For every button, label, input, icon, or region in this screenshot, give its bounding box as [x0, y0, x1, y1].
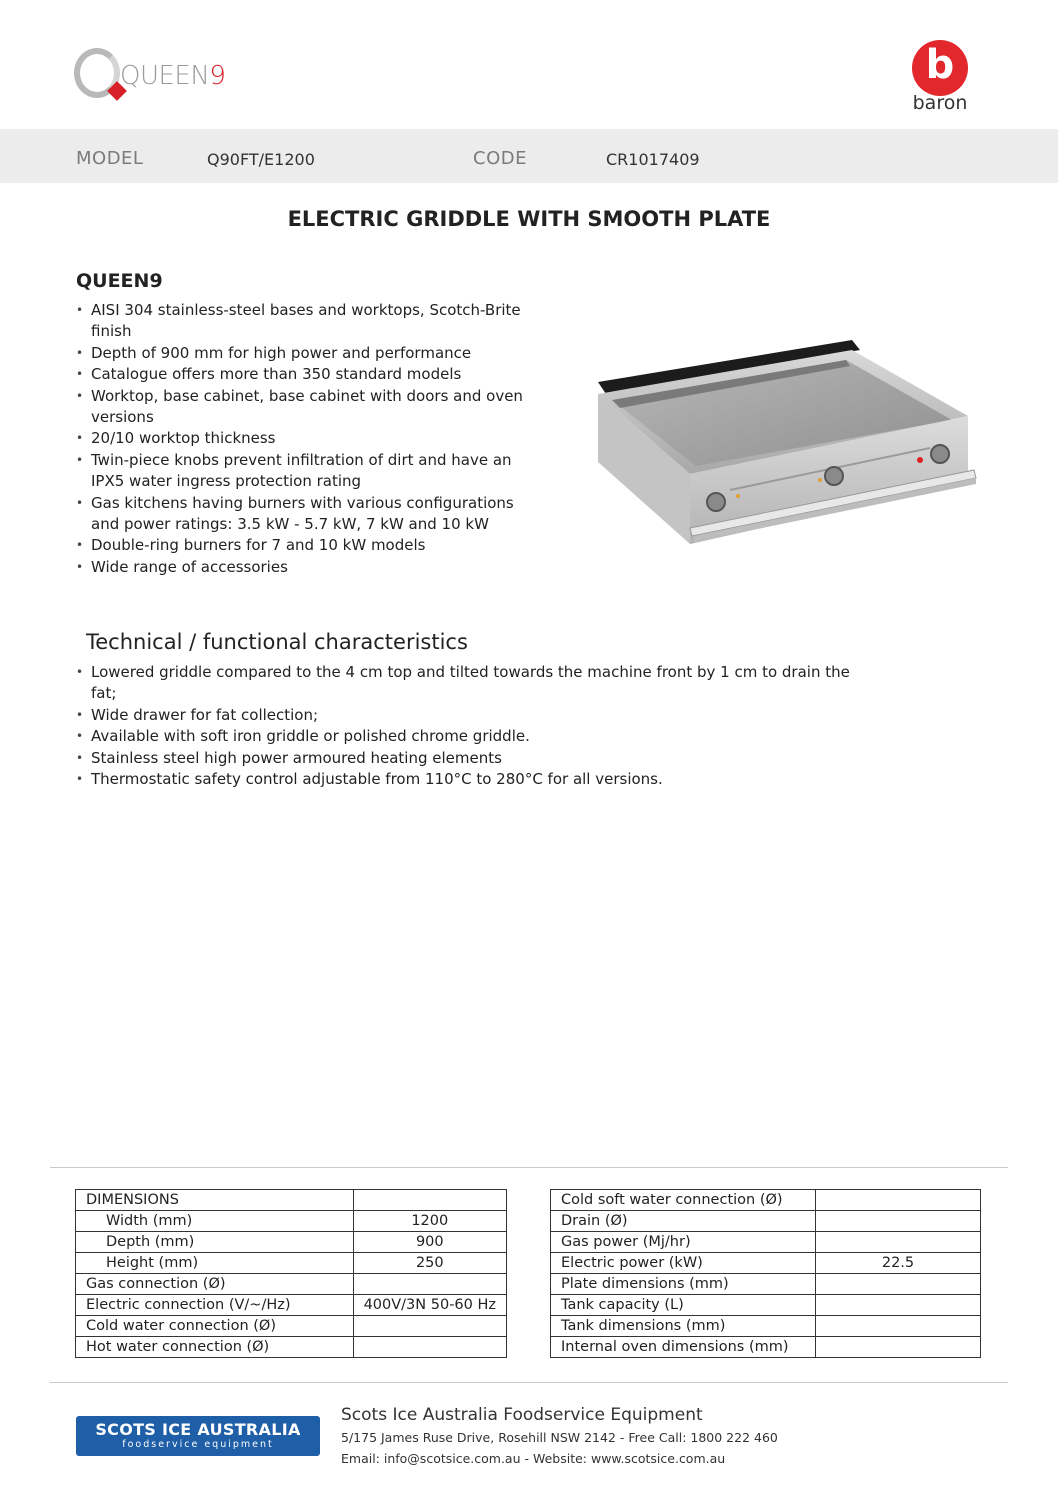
baron-logo-text: baron — [912, 92, 968, 114]
baron-logo — [905, 40, 975, 118]
list-item: • Thermostatic safety control adjustable from 110°C to 280°C for all versions. — [76, 769, 866, 790]
series-title: QUEEN9 — [76, 270, 163, 292]
spec-label: Depth (mm) — [76, 1232, 354, 1253]
list-item: • Wide drawer for fat collection; — [76, 705, 866, 726]
table-row — [551, 1190, 981, 1211]
table-row — [76, 1316, 507, 1337]
list-item: • Stainless steel high power armoured heating elements — [76, 748, 866, 769]
list-item: • Catalogue offers more than 350 standard models — [76, 364, 546, 385]
spec-value — [816, 1232, 981, 1253]
spec-value: 22.5 — [816, 1253, 981, 1274]
divider — [50, 1382, 1008, 1383]
model-band — [0, 129, 1058, 183]
spec-value — [816, 1190, 981, 1211]
spec-value — [353, 1316, 506, 1337]
divider — [50, 1167, 1008, 1168]
table-row — [551, 1232, 981, 1253]
baron-logo-mark: b — [912, 40, 968, 96]
list-item: • Depth of 900 mm for high power and performance — [76, 343, 546, 364]
technical-list — [76, 662, 866, 790]
table-row — [76, 1337, 507, 1358]
spec-value: 1200 — [353, 1211, 506, 1232]
product-image-griddle — [590, 336, 980, 551]
queen9-logo-text: QUEEN9 — [120, 61, 226, 91]
spec-value: 250 — [353, 1253, 506, 1274]
code-label: CODE — [473, 148, 527, 169]
list-item: • Lowered griddle compared to the 4 cm top and tilted towards the machine front by 1 cm to drain the fat; — [76, 662, 866, 705]
list-item: • Available with soft iron griddle or polished chrome griddle. — [76, 726, 866, 747]
spec-value — [816, 1337, 981, 1358]
list-item: • Worktop, base cabinet, base cabinet with doors and oven versions — [76, 386, 546, 429]
table-row — [76, 1253, 507, 1274]
spec-label: Tank dimensions (mm) — [551, 1316, 816, 1337]
spec-value: 400V/3N 50-60 Hz — [353, 1295, 506, 1316]
table-row — [76, 1274, 507, 1295]
spec-label: Cold water connection (Ø) — [76, 1316, 354, 1337]
spec-value: 900 — [353, 1232, 506, 1253]
spec-label: Cold soft water connection (Ø) — [551, 1190, 816, 1211]
list-item: • Double-ring burners for 7 and 10 kW models — [76, 535, 546, 556]
spec-label: Tank capacity (L) — [551, 1295, 816, 1316]
spec-label: Gas connection (Ø) — [76, 1274, 354, 1295]
table-row — [551, 1253, 981, 1274]
table-row — [551, 1316, 981, 1337]
list-item: • AISI 304 stainless-steel bases and worktops, Scotch-Brite finish — [76, 300, 546, 343]
spec-value — [353, 1274, 506, 1295]
table-row — [76, 1295, 507, 1316]
spec-value — [816, 1316, 981, 1337]
footer-address: 5/175 James Ruse Drive, Rosehill NSW 2142 - Free Call: 1800 222 460 — [341, 1430, 778, 1445]
table-row — [551, 1337, 981, 1358]
queen9-logo — [72, 44, 232, 108]
list-item: • Gas kitchens having burners with various configurations and power ratings: 3.5 kW - 5.7 kW, 7 kW and 10 kW — [76, 493, 546, 536]
spec-label: Hot water connection (Ø) — [76, 1337, 354, 1358]
spec-label: Plate dimensions (mm) — [551, 1274, 816, 1295]
model-label: MODEL — [76, 148, 144, 169]
spec-label: Electric connection (V/~/Hz) — [76, 1295, 354, 1316]
list-item: • Wide range of accessories — [76, 557, 546, 578]
table-row — [551, 1295, 981, 1316]
spec-label: Gas power (Mj/hr) — [551, 1232, 816, 1253]
scots-ice-logo-sub: foodservice equipment — [122, 1439, 274, 1450]
list-item: • Twin-piece knobs prevent infiltration of dirt and have an IPX5 water ingress protection rating — [76, 450, 546, 493]
scots-ice-logo-main: SCOTS ICE AUSTRALIA — [95, 1420, 301, 1439]
spec-label: DIMENSIONS — [76, 1190, 354, 1211]
spec-label: Width (mm) — [76, 1211, 354, 1232]
spec-label: Internal oven dimensions (mm) — [551, 1337, 816, 1358]
spec-value — [816, 1295, 981, 1316]
spec-value — [353, 1190, 506, 1211]
table-row — [551, 1274, 981, 1295]
spec-value — [816, 1211, 981, 1232]
spec-label: Electric power (kW) — [551, 1253, 816, 1274]
spec-label: Height (mm) — [76, 1253, 354, 1274]
spec-label: Drain (Ø) — [551, 1211, 816, 1232]
table-row — [76, 1232, 507, 1253]
document-title: ELECTRIC GRIDDLE WITH SMOOTH PLATE — [287, 207, 771, 231]
footer-company: Scots Ice Australia Foodservice Equipment — [341, 1405, 703, 1425]
technical-title: Technical / functional characteristics — [86, 630, 468, 654]
scots-ice-logo — [76, 1416, 320, 1456]
feature-list — [76, 300, 546, 578]
code-value: CR1017409 — [606, 150, 700, 169]
model-value: Q90FT/E1200 — [207, 150, 315, 169]
spec-value — [816, 1274, 981, 1295]
table-row — [76, 1211, 507, 1232]
spec-table-right — [550, 1189, 981, 1358]
table-row — [551, 1211, 981, 1232]
list-item: • 20/10 worktop thickness — [76, 428, 546, 449]
spec-value — [353, 1337, 506, 1358]
spec-table-left — [75, 1189, 507, 1358]
table-row — [76, 1190, 507, 1211]
footer-contact: Email: info@scotsice.com.au - Website: www.scotsice.com.au — [341, 1451, 726, 1466]
